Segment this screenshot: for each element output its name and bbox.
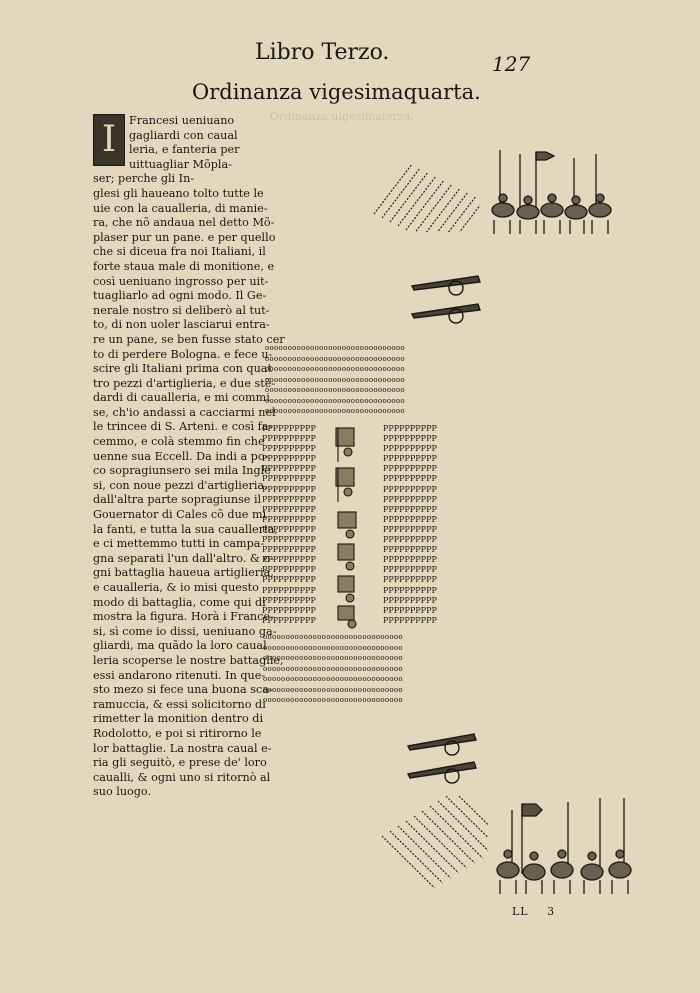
- body-line: mostra la figura. Horà i France-: [93, 610, 274, 624]
- pike-row: PPPPPPPPPP: [262, 524, 316, 534]
- pike-row: PPPPPPPPPP: [262, 504, 316, 514]
- body-line: plaser pur un pane. e per quello: [93, 230, 276, 244]
- body-line: forte staua male di monitione, e: [93, 259, 275, 273]
- pike-row: PPPPPPPPPP: [262, 454, 316, 464]
- pike-row: PPPPPPPPPP: [262, 434, 316, 444]
- pike-row: PPPPPPPPPP: [262, 595, 316, 605]
- body-line: gagliardi con caual: [129, 128, 238, 142]
- body-line: leria, e fanteria per: [129, 143, 240, 157]
- body-line: suo luogo.: [93, 785, 152, 799]
- formation-pikes-right: [383, 424, 437, 626]
- body-line: modo di battaglia, come qui di: [93, 595, 266, 609]
- rank-row: ooooooooooooooooooooooooooooooo: [265, 386, 405, 394]
- rank-row: ooooooooooooooooooooooooooooooo: [263, 696, 403, 704]
- pike-line: [406, 181, 444, 230]
- pike-line: [454, 796, 488, 843]
- pike-row: PPPPPPPPPP: [383, 524, 437, 534]
- running-header: Libro Terzo.: [255, 40, 390, 65]
- body-line: se, ch'io andassi a cacciarmi nel: [93, 405, 276, 419]
- pike-row: PPPPPPPPPP: [383, 434, 437, 444]
- pike-line: [398, 826, 451, 878]
- pike-row: PPPPPPPPPP: [383, 615, 437, 625]
- pike-row: PPPPPPPPPP: [383, 444, 437, 454]
- body-line: Francesi ueniuano: [129, 114, 235, 127]
- pike-row: PPPPPPPPPP: [383, 464, 437, 474]
- cavalry-woodcut-lower: [492, 796, 637, 900]
- body-line: si, con noue pezzi d'artiglieria.: [93, 478, 268, 492]
- body-line: dall'altra parte sopragiunse il: [93, 493, 262, 507]
- body-line: to di perdere Bologna. e fece u-: [93, 347, 273, 361]
- signature-mark: [512, 905, 555, 918]
- body-line: rimetter la monition dentro di: [93, 712, 264, 726]
- body-line: scire gli Italiani prima con quat: [93, 362, 272, 376]
- signature-letters: LL: [512, 905, 529, 918]
- pike-line: [438, 197, 476, 232]
- body-line: ra, che nõ andaua nel detto Mõ-: [93, 216, 275, 230]
- pike-row: PPPPPPPPPP: [383, 545, 437, 555]
- body-line: le trincee di S. Arteni. e così fa-: [93, 420, 273, 434]
- body-line: caualli, & ogni uno si ritornò al: [93, 770, 271, 784]
- pike-row: PPPPPPPPPP: [262, 484, 316, 494]
- signature-number: 3: [547, 905, 556, 918]
- pike-row: PPPPPPPPPP: [262, 565, 316, 575]
- pike-row: PPPPPPPPPP: [262, 424, 316, 433]
- body-line: nerale nostro si deliberò al tut-: [93, 303, 270, 317]
- pike-row: PPPPPPPPPP: [262, 494, 316, 504]
- body-line: to, di non uoler lasciarui entra-: [93, 318, 270, 332]
- pike-row: PPPPPPPPPP: [383, 474, 437, 484]
- rank-row: ooooooooooooooooooooooooooooooo: [263, 675, 403, 683]
- pike-line: [374, 165, 412, 214]
- rank-row: ooooooooooooooooooooooooooooooo: [263, 633, 403, 641]
- body-line: glesi gli haueano tolto tutte le: [93, 186, 264, 200]
- body-line: uittuagliar Mõpla-: [129, 157, 232, 171]
- pike-line: [382, 836, 435, 888]
- pike-line: [414, 816, 467, 868]
- cavalry-woodcut-upper: [488, 148, 618, 238]
- pike-line: [422, 811, 475, 863]
- pike-row: PPPPPPPPPP: [262, 545, 316, 555]
- body-line: e ci mettemmo tutti in campa-: [93, 537, 265, 551]
- rank-row: ooooooooooooooooooooooooooooooo: [265, 365, 405, 373]
- pike-row: PPPPPPPPPP: [262, 575, 316, 585]
- pike-row: PPPPPPPPPP: [262, 464, 316, 474]
- pike-row: PPPPPPPPPP: [383, 575, 437, 585]
- pike-line: [446, 201, 480, 232]
- rank-row: ooooooooooooooooooooooooooooooo: [265, 375, 405, 384]
- pike-line: [430, 193, 468, 232]
- cannons-lower: [404, 728, 484, 784]
- body-line: Gouernator di Cales cõ due mi: [93, 508, 267, 522]
- body-line: essi andarono ritenuti. In que-: [93, 668, 266, 682]
- pike-row: PPPPPPPPPP: [383, 585, 437, 595]
- body-line: dardi di caualleria, e mi commi: [93, 391, 270, 405]
- pike-row: PPPPPPPPPP: [262, 605, 316, 615]
- body-lines: [93, 114, 285, 800]
- pike-line: [438, 801, 488, 853]
- body-line: così ueniuano ingrosso per uit-: [93, 274, 269, 288]
- body-line: tuagliarlo ad ogni modo. Il Ge-: [93, 289, 267, 303]
- pike-line: [390, 173, 428, 222]
- pike-line: [430, 806, 483, 858]
- pike-line: [390, 831, 443, 883]
- pike-row: PPPPPPPPPP: [383, 514, 437, 524]
- bleed-through-text: Ordinanza uigesimaterza.: [270, 110, 414, 123]
- body-line: la fanti, e tutta la sua caualleria,: [93, 522, 278, 536]
- body-line: ser; perche gli In-: [93, 172, 195, 186]
- pike-row: PPPPPPPPPP: [383, 454, 437, 464]
- body-line: sto mezo si fece una buona sca-: [93, 683, 273, 697]
- pike-block-upper: [370, 152, 480, 232]
- body-line: ria gli seguitò, e prese de' loro: [93, 756, 267, 770]
- pike-block-lower: [378, 796, 488, 900]
- pike-row: PPPPPPPPPP: [383, 424, 437, 433]
- body-line: lor battaglie. La nostra caual e-: [93, 741, 272, 755]
- rank-row: ooooooooooooooooooooooooooooooo: [263, 685, 403, 694]
- rank-row: ooooooooooooooooooooooooooooooo: [265, 354, 405, 363]
- body-line: ramuccia, & essi solicitorno di: [93, 697, 266, 711]
- pike-row: PPPPPPPPPP: [262, 535, 316, 545]
- pike-line: [398, 177, 436, 226]
- body-line: uenne sua Eccell. Da indi a po-: [93, 449, 269, 463]
- decorated-initial: I: [93, 114, 125, 166]
- pike-row: PPPPPPPPPP: [262, 615, 316, 625]
- pike-line: [382, 169, 420, 218]
- cannons-upper: [408, 268, 488, 324]
- rank-row: ooooooooooooooooooooooooooooooo: [263, 654, 403, 662]
- pike-row: PPPPPPPPPP: [383, 494, 437, 504]
- body-line: e caualleria, & io misi questo: [93, 581, 259, 594]
- body-line: gni battaglia haueua artiglieria,: [93, 566, 274, 580]
- pike-line: [414, 185, 452, 232]
- pike-row: PPPPPPPPPP: [262, 514, 316, 524]
- body-line: co sopragiunsero sei mila Ingle: [93, 464, 271, 478]
- pike-row: PPPPPPPPPP: [383, 504, 437, 514]
- body-line: re un pane, se ben fusse stato cer: [93, 332, 285, 346]
- page-number: 127: [492, 52, 531, 76]
- pike-row: PPPPPPPPPP: [383, 605, 437, 615]
- pike-row: PPPPPPPPPP: [262, 474, 316, 484]
- pike-row: PPPPPPPPPP: [383, 484, 437, 494]
- rank-row: ooooooooooooooooooooooooooooooo: [265, 407, 405, 415]
- body-line: uie con la caualleria, di manie-: [93, 201, 268, 215]
- formation-pikes-left: [262, 424, 316, 626]
- pike-row: PPPPPPPPPP: [262, 444, 316, 454]
- pike-row: PPPPPPPPPP: [383, 535, 437, 545]
- pike-row: PPPPPPPPPP: [383, 555, 437, 565]
- body-line: gliardi, ma quãdo la loro caual: [93, 639, 267, 653]
- pike-row: PPPPPPPPPP: [262, 585, 316, 595]
- body-line: gna separati l'un dall'altro. & o-: [93, 551, 274, 565]
- rank-row: ooooooooooooooooooooooooooooooo: [265, 396, 405, 405]
- pike-row: PPPPPPPPPP: [262, 555, 316, 565]
- body-line: cemmo, e colà stemmo fin che: [93, 435, 265, 449]
- section-title: Ordinanza vigesimaquarta.: [192, 80, 481, 104]
- body-text: [93, 114, 285, 800]
- body-line: tro pezzi d'artiglieria, e due stẽ-: [93, 376, 276, 390]
- body-line: leria scoperse le nostre battaglie,: [93, 653, 284, 667]
- body-line: Rodolotto, e poi si ritirorno le: [93, 726, 262, 740]
- body-line: si, sì come io dissi, ueniuano ga-: [93, 624, 277, 638]
- standard-bearers: [330, 424, 370, 634]
- pike-row: PPPPPPPPPP: [383, 595, 437, 605]
- rank-row: ooooooooooooooooooooooooooooooo: [265, 344, 405, 352]
- formation-ranks-top: [265, 343, 405, 417]
- rank-row: ooooooooooooooooooooooooooooooo: [263, 643, 403, 652]
- formation-ranks-bottom: [263, 632, 403, 706]
- body-line: che si diceua fra noi Italiani, il: [93, 245, 266, 259]
- pike-row: PPPPPPPPPP: [383, 565, 437, 575]
- rank-row: ooooooooooooooooooooooooooooooo: [263, 664, 403, 673]
- pike-line: [406, 821, 459, 873]
